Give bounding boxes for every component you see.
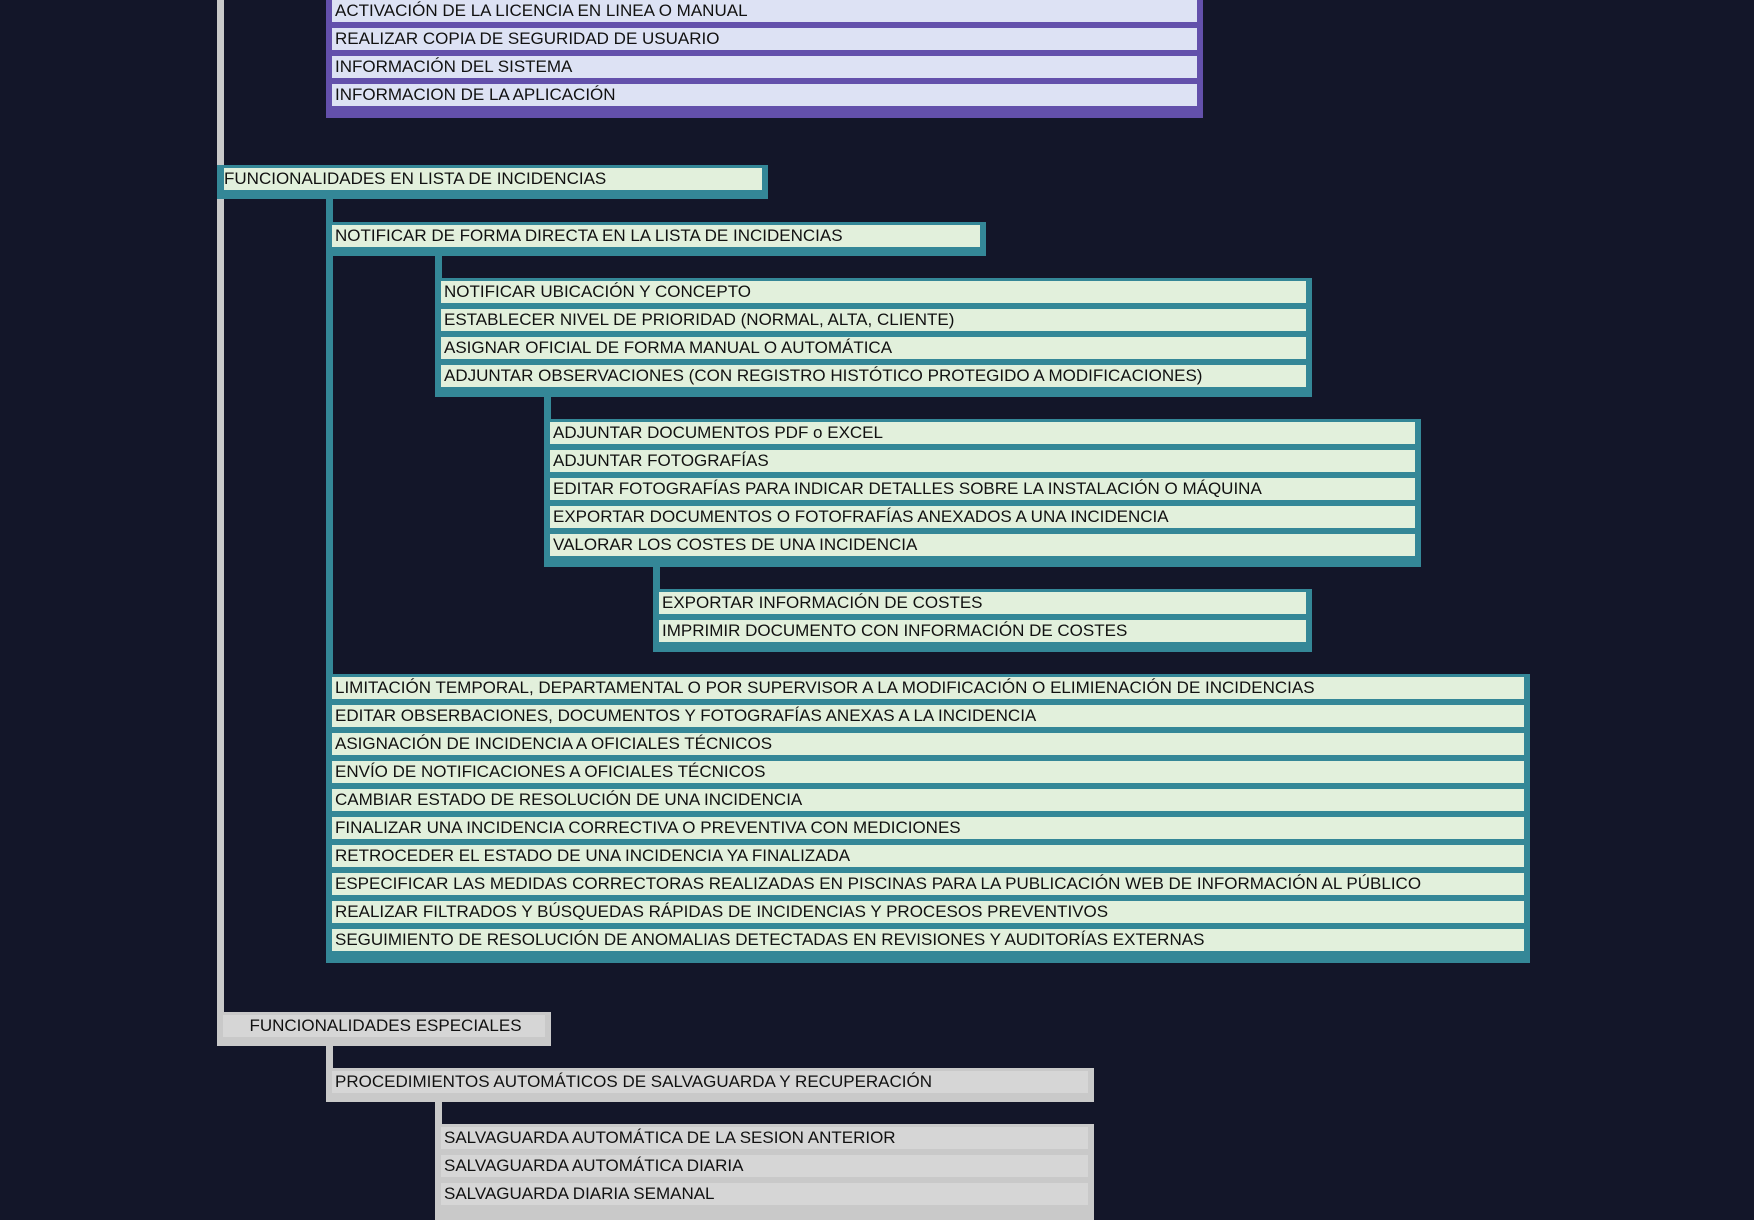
- notificar-item: NOTIFICAR UBICACIÓN Y CONCEPTO: [441, 281, 1306, 303]
- costes-item: IMPRIMIR DOCUMENTO CON INFORMACIÓN DE COSTES: [659, 620, 1306, 642]
- gestion-item: ESPECIFICAR LAS MEDIDAS CORRECTORAS REALIZADAS EN PISCINAS PARA LA PUBLICACIÓN WEB DE INFORMACIÓN AL PÚBLICO: [332, 873, 1524, 895]
- costes-group: [653, 589, 1312, 652]
- notificar-item: ESTABLECER NIVEL DE PRIORIDAD (NORMAL, ALTA, CLIENTE): [441, 309, 1306, 331]
- gestion-item: FINALIZAR UNA INCIDENCIA CORRECTIVA O PREVENTIVA CON MEDICIONES: [332, 817, 1524, 839]
- adjuntos-item: ADJUNTAR FOTOGRAFÍAS: [550, 450, 1415, 472]
- salvaguarda-connector: [435, 1098, 442, 1126]
- especiales-title-node: [217, 1012, 551, 1046]
- costes-item: EXPORTAR INFORMACIÓN DE COSTES: [659, 592, 1306, 614]
- gestion-item: SEGUIMIENTO DE RESOLUCIÓN DE ANOMALIAS DETECTADAS EN REVISIONES Y AUDITORÍAS EXTERNAS: [332, 929, 1524, 951]
- notificar-title: NOTIFICAR DE FORMA DIRECTA EN LA LISTA DE INCIDENCIAS: [332, 225, 980, 247]
- system-item-app-info: INFORMACION DE LA APLICACIÓN: [332, 84, 1197, 106]
- costes-connector: [653, 563, 660, 591]
- gestion-item: REALIZAR FILTRADOS Y BÚSQUEDAS RÁPIDAS DE INCIDENCIAS Y PROCESOS PREVENTIVOS: [332, 901, 1524, 923]
- salvaguarda-item: SALVAGUARDA DIARIA SEMANAL: [441, 1183, 1088, 1205]
- gestion-item: RETROCEDER EL ESTADO DE UNA INCIDENCIA YA FINALIZADA: [332, 845, 1524, 867]
- incidencias-title-node: [217, 165, 768, 199]
- adjuntos-item: EDITAR FOTOGRAFÍAS PARA INDICAR DETALLES SOBRE LA INSTALACIÓN O MÁQUINA: [550, 478, 1415, 500]
- salvaguarda-item: SALVAGUARDA AUTOMÁTICA DE LA SESION ANTERIOR: [441, 1127, 1088, 1149]
- gestion-item: ASIGNACIÓN DE INCIDENCIA A OFICIALES TÉCNICOS: [332, 733, 1524, 755]
- adjuntos-item: EXPORTAR DOCUMENTOS O FOTOFRAFÍAS ANEXADOS A UNA INCIDENCIA: [550, 506, 1415, 528]
- adjuntos-item: VALORAR LOS COSTES DE UNA INCIDENCIA: [550, 534, 1415, 556]
- notificar-item: ADJUNTAR OBSERVACIONES (CON REGISTRO HISTÓTICO PROTEGIDO A MODIFICACIONES): [441, 365, 1306, 387]
- notificar-connector: [435, 252, 442, 280]
- adjuntos-group: [544, 419, 1421, 567]
- incidencias-connector: [326, 196, 333, 676]
- observaciones-connector: [544, 393, 551, 421]
- incidencias-title: FUNCIONALIDADES EN LISTA DE INCIDENCIAS: [224, 168, 762, 190]
- main-tree-connector: [217, 0, 224, 1046]
- gestion-group: [326, 674, 1530, 963]
- adjuntos-item: ADJUNTAR DOCUMENTOS PDF o EXCEL: [550, 422, 1415, 444]
- salvaguarda-title: PROCEDIMIENTOS AUTOMÁTICOS DE SALVAGUARDA Y RECUPERACIÓN: [332, 1071, 1088, 1093]
- system-item-license: ACTIVACIÓN DE LA LICENCIA EN LINEA O MANUAL: [332, 0, 1197, 22]
- system-options-group: [326, 0, 1203, 118]
- gestion-item: EDITAR OBSERBACIONES, DOCUMENTOS Y FOTOGRAFÍAS ANEXAS A LA INCIDENCIA: [332, 705, 1524, 727]
- notificar-title-node: [326, 222, 986, 256]
- especiales-connector: [326, 1042, 333, 1070]
- gestion-item: ENVÍO DE NOTIFICACIONES A OFICIALES TÉCNICOS: [332, 761, 1524, 783]
- especiales-title: FUNCIONALIDADES ESPECIALES: [223, 1015, 545, 1037]
- salvaguarda-item: SALVAGUARDA AUTOMÁTICA DIARIA: [441, 1155, 1088, 1177]
- system-item-system-info: INFORMACIÓN DEL SISTEMA: [332, 56, 1197, 78]
- gestion-item: LIMITACIÓN TEMPORAL, DEPARTAMENTAL O POR SUPERVISOR A LA MODIFICACIÓN O ELIMIENACIÓN DE INCIDENCIAS: [332, 677, 1524, 699]
- gestion-item: CAMBIAR ESTADO DE RESOLUCIÓN DE UNA INCIDENCIA: [332, 789, 1524, 811]
- salvaguarda-items-group: [435, 1124, 1094, 1220]
- notificar-items-group: [435, 278, 1312, 397]
- system-item-backup: REALIZAR COPIA DE SEGURIDAD DE USUARIO: [332, 28, 1197, 50]
- salvaguarda-title-node: [326, 1068, 1094, 1102]
- notificar-item: ASIGNAR OFICIAL DE FORMA MANUAL O AUTOMÁTICA: [441, 337, 1306, 359]
